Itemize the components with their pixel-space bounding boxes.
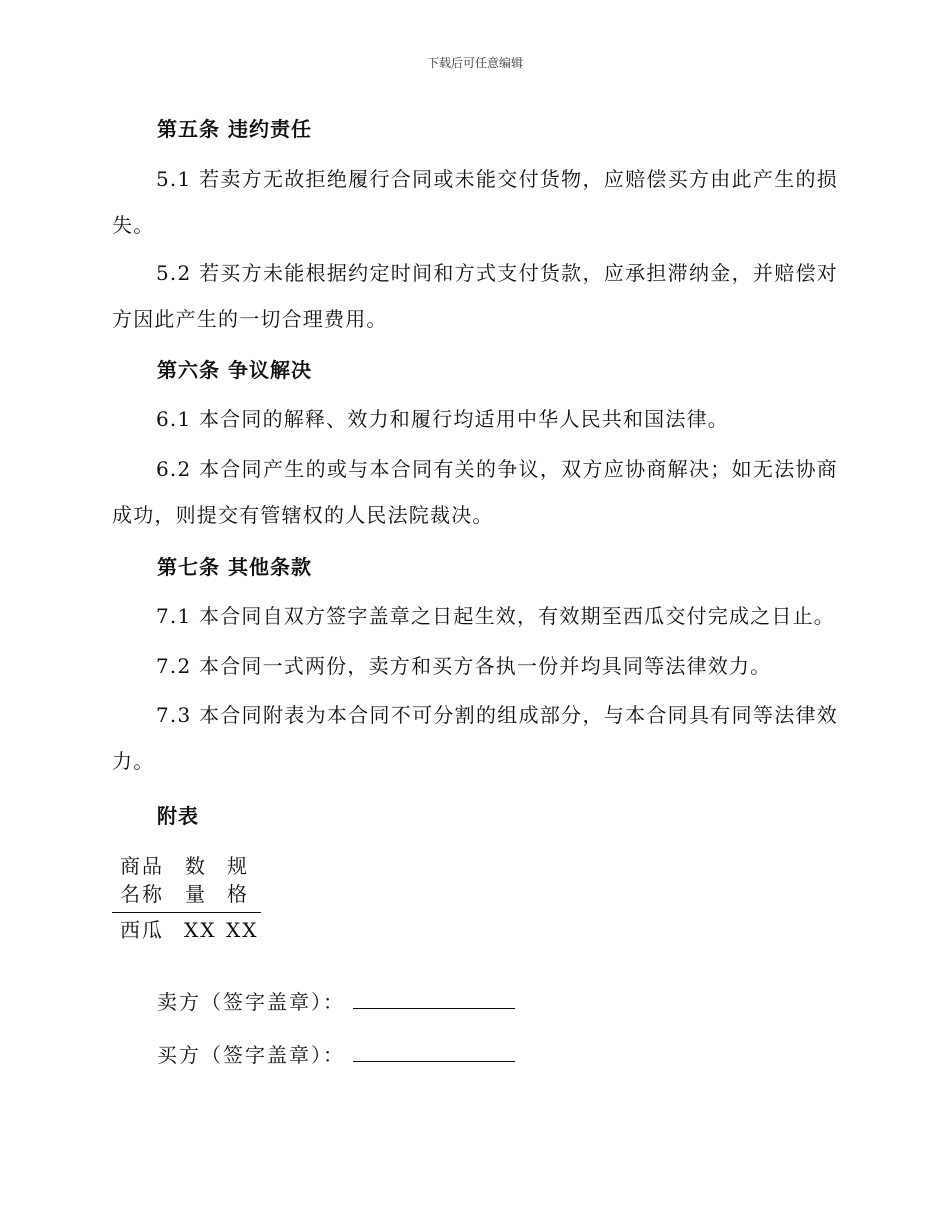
table-cell-spec: XX <box>226 918 259 942</box>
seller-signature-label: 卖方（签字盖章）： <box>157 990 345 1014</box>
page-header-note: 下载后可任意编辑 <box>426 56 523 70</box>
clause-5-2: 5.2 若买方未能根据约定时间和方式支付货款，应承担滞纳金，并赔偿对方因此产生的一切合理费用。 <box>112 261 838 331</box>
appendix-title: 附表 <box>157 804 199 828</box>
table-cell-quantity: XX <box>184 918 217 942</box>
clause-5-1: 5.1 若卖方无故拒绝履行合同或未能交付货物，应赔偿买方由此产生的损失。 <box>112 167 838 237</box>
clause-7-1: 7.1 本合同自双方签字盖章之日起生效，有效期至西瓜交付完成之日止。 <box>156 604 835 628</box>
clause-7-2: 7.2 本合同一式两份，卖方和买方各执一份并均具同等法律效力。 <box>156 654 772 678</box>
section-title-breach: 第五条 违约责任 <box>157 117 312 141</box>
buyer-signature-line[interactable] <box>353 1061 515 1062</box>
seller-signature-line[interactable] <box>353 1008 515 1009</box>
clause-7-3: 7.3 本合同附表为本合同不可分割的组成部分，与本合同具有同等法律效力。 <box>112 703 838 773</box>
buyer-signature-label: 买方（签字盖章）： <box>157 1043 345 1067</box>
table-header-product: 商品名称 <box>120 854 164 906</box>
table-header-spec: 规格 <box>227 854 249 906</box>
buyer-signature <box>157 1039 515 1068</box>
table-header-quantity: 数量 <box>185 854 207 906</box>
clause-6-1: 6.1 本合同的解释、效力和履行均适用中华人民共和国法律。 <box>156 407 729 431</box>
clause-6-2: 6.2 本合同产生的或与本合同有关的争议，双方应协商解决；如无法协商成功，则提交有管辖权的人民法院裁决。 <box>112 457 838 527</box>
table-header-rule <box>112 912 261 913</box>
table-cell-product: 西瓜 <box>120 918 164 942</box>
section-title-other: 第七条 其他条款 <box>157 555 312 579</box>
section-title-dispute: 第六条 争议解决 <box>157 358 312 382</box>
seller-signature <box>157 986 515 1015</box>
